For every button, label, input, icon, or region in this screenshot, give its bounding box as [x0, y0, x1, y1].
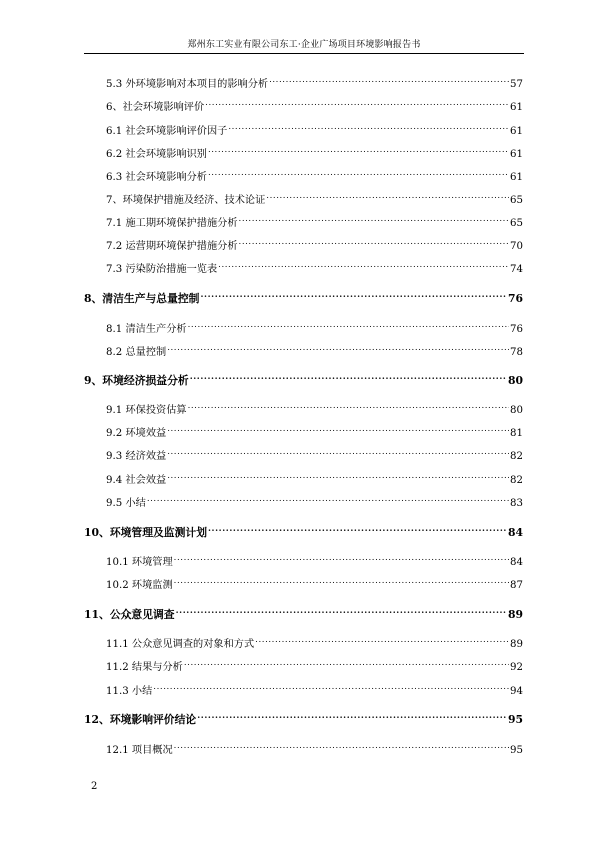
toc-leader-dots: [167, 341, 509, 355]
toc-leader-dots: [239, 235, 510, 249]
toc-leader-dots: [208, 143, 509, 157]
toc-entry-page: 61: [510, 149, 523, 160]
toc-entry-title: 8.2 总量控制: [106, 347, 167, 358]
toc-entry[interactable]: [106, 258, 523, 275]
toc-chapter-entry[interactable]: [84, 522, 523, 539]
toc-entry[interactable]: [106, 341, 523, 358]
toc-leader-dots: [188, 399, 509, 413]
toc-entry-title: 9.2 环境效益: [106, 428, 167, 439]
toc-entry[interactable]: [106, 212, 523, 229]
toc-entry[interactable]: [106, 166, 523, 183]
toc-leader-dots: [208, 166, 509, 180]
toc-leader-dots: [174, 551, 509, 565]
toc-entry-title: 10.1 环境管理: [106, 557, 173, 568]
toc-entry-title: 11.2 结果与分析: [106, 662, 183, 673]
toc-entry-title: 11.3 小结: [106, 686, 153, 697]
toc-entry-page: 82: [510, 475, 523, 486]
toc-entry-title: 7.2 运营期环境保护措施分析: [106, 241, 238, 252]
toc-entry[interactable]: [106, 399, 523, 416]
toc-entry-title: 6.2 社会环境影响识别: [106, 149, 207, 160]
toc-leader-dots: [269, 73, 509, 87]
toc-entry-page: 65: [510, 195, 523, 206]
toc-entry-page: 78: [510, 347, 523, 358]
toc-entry-page: 84: [507, 526, 523, 539]
toc-entry-page: 84: [510, 557, 523, 568]
toc-entry-page: 95: [507, 713, 523, 726]
toc-entry[interactable]: [106, 422, 523, 439]
toc-entry-page: 80: [510, 405, 523, 416]
toc-entry-page: 92: [510, 662, 523, 673]
toc-chapter-entry[interactable]: [84, 709, 523, 726]
toc-leader-dots: [167, 469, 509, 483]
toc-leader-dots: [167, 445, 509, 459]
toc-chapter-entry[interactable]: [84, 370, 523, 387]
toc-entry-page: 89: [507, 608, 523, 621]
toc-leader-dots: [174, 574, 509, 588]
toc-entry-title: 11、公众意见调查: [84, 608, 175, 621]
toc-entry-page: 83: [510, 498, 523, 509]
toc-entry-title: 8、清洁生产与总量控制: [84, 292, 200, 305]
toc-entry-page: 61: [510, 126, 523, 137]
toc-entry-title: 7、环境保护措施及经济、技术论证: [106, 195, 266, 206]
toc-entry[interactable]: [106, 120, 523, 137]
toc-leader-dots: [153, 680, 509, 694]
page-number: 2: [91, 781, 98, 792]
toc-entry-title: 8.1 清洁生产分析: [106, 324, 187, 335]
toc-entry-page: 61: [510, 172, 523, 183]
toc-entry-title: 7.3 污染防治措施一览表: [106, 264, 218, 275]
toc-entry-title: 9.3 经济效益: [106, 451, 167, 462]
toc-leader-dots: [200, 288, 506, 302]
toc-entry-title: 9.4 社会效益: [106, 475, 167, 486]
toc-leader-dots: [255, 633, 509, 647]
toc-entry[interactable]: [106, 96, 523, 113]
toc-entry-page: 87: [510, 580, 523, 591]
toc-entry[interactable]: [106, 739, 523, 756]
toc-entry-page: 89: [510, 639, 523, 650]
toc-entry-title: 6、社会环境影响评价: [106, 102, 205, 113]
toc-entry-page: 81: [510, 428, 523, 439]
toc-leader-dots: [239, 212, 510, 226]
toc-leader-dots: [167, 422, 509, 436]
toc-entry-page: 82: [510, 451, 523, 462]
toc-entry-title: 7.1 施工期环境保护措施分析: [106, 218, 238, 229]
toc-entry-title: 9.1 环保投资估算: [106, 405, 187, 416]
toc-entry[interactable]: [106, 469, 523, 486]
toc-leader-dots: [174, 739, 509, 753]
toc-entry[interactable]: [106, 189, 523, 206]
toc-entry-page: 57: [510, 79, 523, 90]
toc-entry-title: 6.3 社会环境影响分析: [106, 172, 207, 183]
toc-entry-page: 76: [510, 324, 523, 335]
toc-leader-dots: [205, 96, 509, 110]
toc-entry-title: 12、环境影响评价结论: [84, 713, 197, 726]
toc-leader-dots: [266, 189, 509, 203]
toc-entry-title: 6.1 社会环境影响评价因子: [106, 126, 228, 137]
toc-entry-page: 80: [507, 374, 523, 387]
toc-entry[interactable]: [106, 73, 523, 90]
toc-entry[interactable]: [106, 680, 523, 697]
toc-leader-dots: [208, 522, 507, 536]
toc-entry[interactable]: [106, 551, 523, 568]
toc-entry-page: 94: [510, 686, 523, 697]
toc-entry[interactable]: [106, 633, 523, 650]
toc-entry-page: 61: [510, 102, 523, 113]
toc-entry-page: 65: [510, 218, 523, 229]
toc-entry-page: 95: [510, 745, 523, 756]
toc-entry[interactable]: [106, 492, 523, 509]
toc-entry[interactable]: [106, 574, 523, 591]
toc-leader-dots: [197, 709, 507, 723]
toc-leader-dots: [147, 492, 509, 506]
toc-entry-title: 12.1 项目概况: [106, 745, 173, 756]
toc-entry-title: 10.2 环境监测: [106, 580, 173, 591]
toc-leader-dots: [184, 656, 509, 670]
toc-entry-page: 70: [510, 241, 523, 252]
toc-entry-page: 76: [507, 292, 523, 305]
toc-entry[interactable]: [106, 143, 523, 160]
toc-entry-title: 5.3 外环境影响对本项目的影响分析: [106, 79, 269, 90]
toc-entry-page: 74: [510, 264, 523, 275]
toc-chapter-entry[interactable]: [84, 288, 523, 305]
toc-entry-title: 10、环境管理及监测计划: [84, 526, 207, 539]
toc-entry-title: 11.1 公众意见调查的对象和方式: [106, 639, 255, 650]
toc-leader-dots: [218, 258, 509, 272]
toc-entry[interactable]: [106, 318, 523, 335]
toc-leader-dots: [190, 370, 507, 384]
toc-entry[interactable]: [106, 445, 523, 462]
toc-leader-dots: [188, 318, 509, 332]
toc-leader-dots: [228, 120, 509, 134]
toc-leader-dots: [176, 604, 507, 618]
toc-chapter-entry[interactable]: [84, 604, 523, 621]
toc-entry[interactable]: [106, 235, 523, 252]
toc-entry[interactable]: [106, 656, 523, 673]
toc-entry-title: 9.5 小结: [106, 498, 146, 509]
document-header: 郑州东工实业有限公司东工·企业广场项目环境影响报告书: [84, 38, 524, 54]
toc-entry-title: 9、环境经济损益分析: [84, 374, 189, 387]
